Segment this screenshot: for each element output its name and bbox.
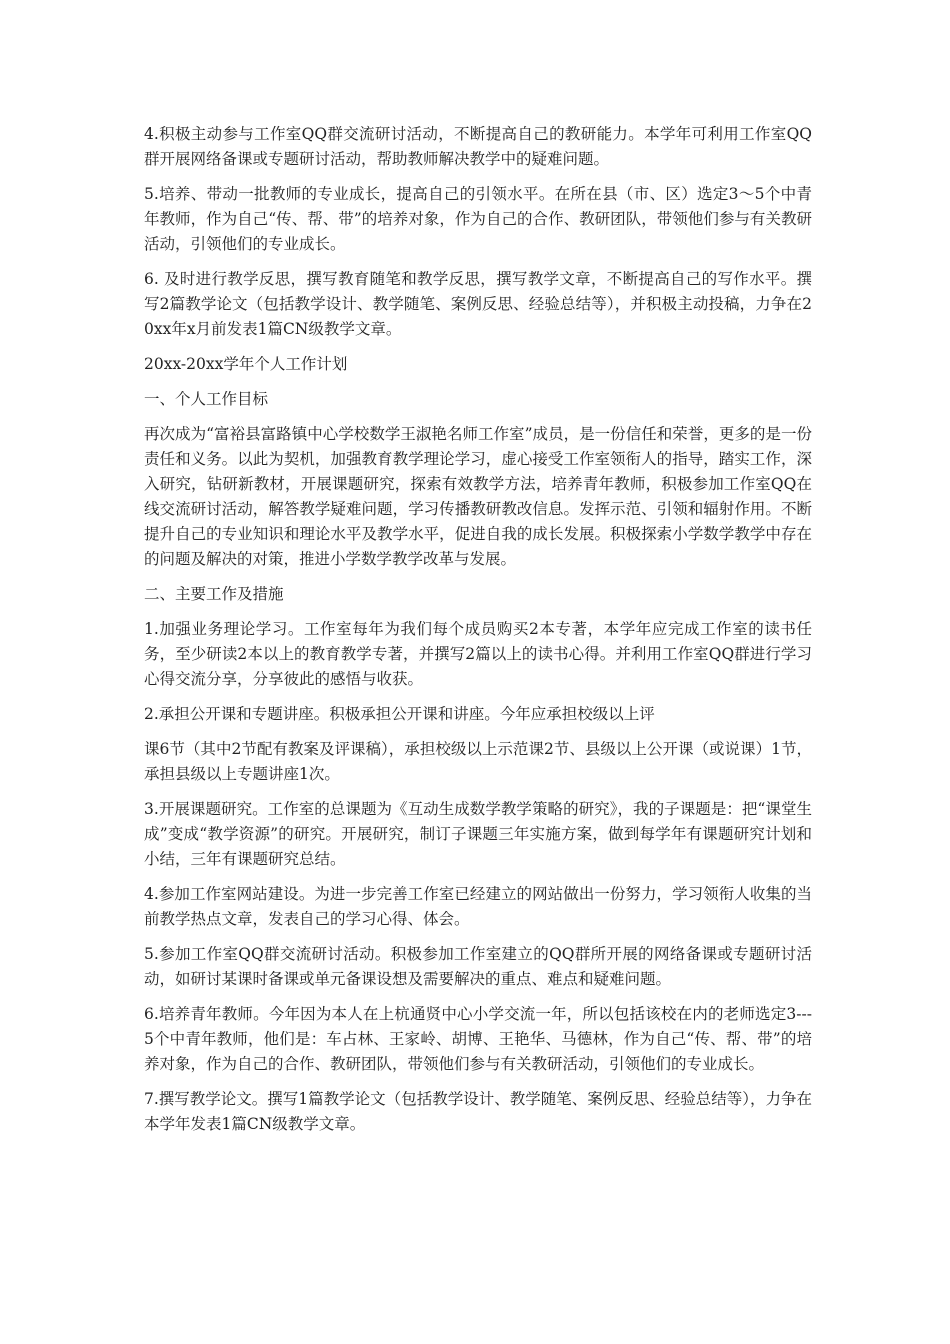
paragraph-measure-5: 5.参加工作室QQ群交流研讨活动。积极参加工作室建立的QQ群所开展的网络备课或专题研讨活动，如研讨某课时备课或单元备课设想及需要解决的重点、难点和疑难问题。	[144, 945, 812, 988]
paragraph-measure-2-continued: 课6节（其中2节配有教案及评课稿），承担校级以上示范课2节、县级以上公开课（或说课）1节，承担县级以上专题讲座1次。	[144, 740, 812, 783]
paragraph-goals: 再次成为“富裕县富路镇中心学校数学王淑艳名师工作室”成员，是一份信任和荣誉，更多的是一份责任和义务。以此为契机，加强教育教学理论学习，虚心接受工作室领衔人的指导，踏实工作，深入研究，钻研新教材，开展课题研究，探索有效教学方法，培养青年教师，积极参加工作室QQ在线交流研讨活动，解答教学疑难问题，学习传播教研教改信息。发挥示范、引领和辐射作用。不断提升自己的专业知识和理论水平及教学水平，促进自我的成长发展。积极探索小学数学教学中存在的问题及解决的对策，推进小学数学教学改革与发展。	[144, 425, 812, 568]
section-heading-goals: 一、个人工作目标	[144, 390, 269, 408]
paragraph-item-4-qq-group: 4.积极主动参与工作室QQ群交流研讨活动，不断提高自己的教研能力。本学年可利用工作室QQ群开展网络备课或专题研讨活动，帮助教师解决教学中的疑难问题。	[144, 125, 812, 168]
paragraph-measure-2: 2.承担公开课和专题讲座。积极承担公开课和讲座。今年应承担校级以上评	[144, 705, 655, 723]
paragraph-measure-6: 6.培养青年教师。今年因为本人在上杭通贤中心小学交流一年，所以包括该校在内的老师选定3---5个中青年教师，他们是：车占林、王家岭、胡博、王艳华、马德林，作为自己“传、帮、带”的培养对象，作为自己的合作、教研团队，带领他们参与有关教研活动，引领他们的专业成长。	[144, 1005, 812, 1073]
plan-title: 20xx-20xx学年个人工作计划	[144, 355, 348, 373]
section-heading-measures: 二、主要工作及措施	[144, 585, 284, 603]
paragraph-item-5-train-teachers: 5.培养、带动一批教师的专业成长，提高自己的引领水平。在所在县（市、区）选定3～5个中青年教师，作为自己“传、帮、带”的培养对象，作为自己的合作、教研团队，带领他们参与有关教研活动，引领他们的专业成长。	[144, 185, 812, 253]
paragraph-item-6-reflection: 6. 及时进行教学反思，撰写教育随笔和教学反思，撰写教学文章，不断提高自己的写作水平。撰写2篇教学论文（包括教学设计、教学随笔、案例反思、经验总结等），并积极主动投稿，力争在20xx年x月前发表1篇CN级教学文章。	[144, 270, 812, 338]
document-body	[144, 122, 812, 1147]
paragraph-measure-3: 3.开展课题研究。工作室的总课题为《互动生成数学教学策略的研究》，我的子课题是：把“课堂生成”变成“教学资源”的研究。开展研究，制订子课题三年实施方案，做到每学年有课题研究计划和小结，三年有课题研究总结。	[144, 800, 812, 868]
paragraph-measure-1: 1.加强业务理论学习。工作室每年为我们每个成员购买2本专著，本学年应完成工作室的读书任务，至少研读2本以上的教育教学专著，并撰写2篇以上的读书心得。并利用工作室QQ群进行学习心得交流分享，分享彼此的感悟与收获。	[144, 620, 812, 688]
paragraph-measure-4: 4.参加工作室网站建设。为进一步完善工作室已经建立的网站做出一份努力，学习领衔人收集的当前教学热点文章，发表自己的学习心得、体会。	[144, 885, 812, 928]
paragraph-measure-7: 7.撰写教学论文。撰写1篇教学论文（包括教学设计、教学随笔、案例反思、经验总结等），力争在本学年发表1篇CN级教学文章。	[144, 1090, 812, 1133]
